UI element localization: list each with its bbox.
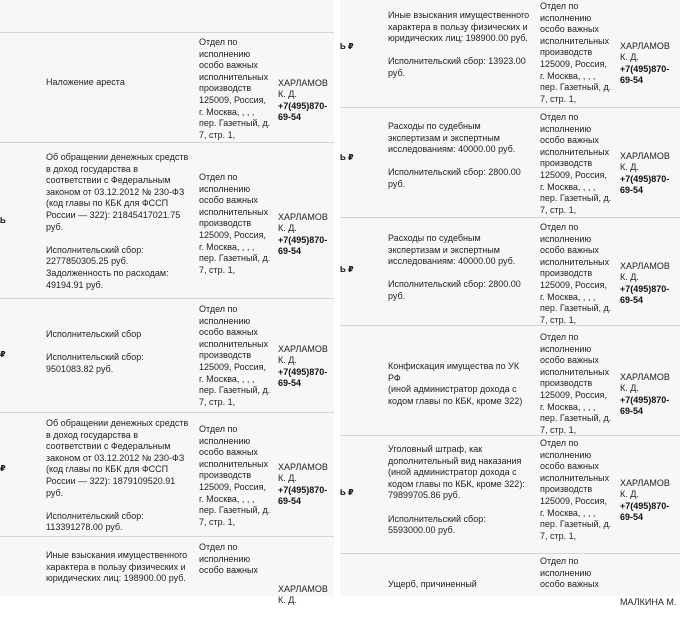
bailiff-department: Отдел по исполнению особо важных: [540, 556, 599, 590]
debt-description: Исполнительский сбор Исполнительский сбор: 9501083.82 руб.: [46, 329, 144, 374]
debt-description: Иные взыскания имущественного характера в пользу физических и юридических лиц: 198900.00 руб. Исполнительский сбор: 13923.00 руб.: [388, 10, 530, 78]
debt-description: Ущерб, причиненный: [388, 579, 477, 589]
table-row: [0, 412, 334, 537]
table-row: [0, 0, 334, 33]
table-row: [0, 536, 334, 606]
bailiff-department: Отдел по исполнению особо важных исполнительных производств 125009, Россия, г. Москва, , , , пер. Газетный, д. 7, стр. 1,: [199, 172, 271, 275]
amount-edge-mark: Ь ₽: [340, 153, 354, 162]
bailiff-contact: [620, 139, 678, 209]
bailiff-contact: [278, 450, 332, 520]
bailiff-department: Отдел по исполнению особо важных исполнительных производств 125009, Россия, г. Москва, , , , пер. Газетный, д. 7, стр. 1,: [540, 112, 612, 215]
table-row: [340, 107, 680, 218]
debt-description: Уголовный штраф, как дополнительный вид наказания (иной администратор дохода с кодом главы по КБК, кроме 322): 79899705.86 руб. Исполнительский сбор: 5593000.00 руб.: [388, 444, 525, 536]
bailiff-department: Отдел по исполнению особо важных исполнительных производств 125009, Россия, г. Москва, , , , пер. Газетный, д. 7, стр. 1,: [540, 1, 612, 104]
amount-edge-mark: Ь ₽: [340, 488, 354, 497]
bailiff-contact: [620, 360, 678, 430]
debt-description: Конфискация имущества по УК РФ (иной администратор дохода с кодом главы по КБК, кроме 322): [388, 361, 523, 406]
table-row: [340, 325, 680, 436]
bailiff-department: Отдел по исполнению особо важных исполнительных производств 125009, Россия, г. Москва, , , , пер. Газетный, д. 7, стр. 1,: [540, 438, 612, 541]
bailiff-name: ХАРЛАМОВ К. Д.: [620, 150, 670, 173]
bailiff-phone[interactable]: +7(495)870- 69-54: [278, 366, 328, 389]
bailiff-contact: [620, 249, 678, 319]
bailiff-name: МАЛКИНА М.: [620, 596, 677, 607]
left-screenshot-panel: [0, 0, 334, 606]
bailiff-name: ХАРЛАМОВ К. Д.: [278, 77, 328, 100]
amount-edge-mark: ₽: [0, 350, 6, 359]
bailiff-phone[interactable]: +7(495)870- 69-54: [278, 100, 328, 123]
right-screenshot-panel: [340, 0, 680, 607]
bailiff-department: Отдел по исполнению особо важных исполнительных производств 125009, Россия, г. Москва, , , , пер. Газетный, д. 7, стр. 1,: [540, 332, 612, 435]
bailiff-department: Отдел по исполнению особо важных исполнительных производств 125009, Россия, г. Москва, , , , пер. Газетный, д. 7, стр. 1,: [540, 222, 612, 325]
amount-edge-mark: Ь: [0, 216, 6, 225]
table-row: [0, 32, 334, 143]
table-row: [340, 217, 680, 326]
bailiff-phone[interactable]: +7(495)870- 69-54: [278, 234, 328, 257]
bailiff-contact: [278, 200, 332, 270]
table-row: [0, 142, 334, 299]
debt-description: Об обращении денежных средств в доход государства в соответствии с Федеральным законом от 03.12.2012 № 230-ФЗ (код главы по КБК для ФССП России — 322): 21845417021.75 руб. Исполнительский сбор: 2277850305.25 руб. Задолженность по расходам: 49194.91 руб.: [46, 152, 189, 290]
table-row: [340, 0, 680, 108]
amount-edge-mark: Ь ₽: [340, 265, 354, 274]
bailiff-contact: [620, 466, 678, 536]
bailiff-contact: [278, 332, 332, 402]
bailiff-contact: [278, 572, 332, 618]
bailiff-name: ХАРЛАМОВ К. Д.: [278, 211, 328, 234]
bailiff-name: ХАРЛАМОВ К. Д.: [620, 371, 670, 394]
bailiff-name: ХАРЛАМОВ К. Д.: [620, 260, 670, 283]
bailiff-department: Отдел по исполнению особо важных исполнительных производств 125009, Россия, г. Москва, , , , пер. Газетный, д. 7, стр. 1,: [199, 37, 271, 140]
bailiff-phone[interactable]: +7(495)870- 69-54: [620, 173, 670, 196]
table-row: [340, 553, 680, 607]
debt-description: Об обращении денежных средств в доход государства в соответствии с Федеральным законом от 03.12.2012 № 230-ФЗ (код главы по КБК для ФССП России — 322): 1879109520.91 руб. Исполнительский сбор: 113391278.00 руб.: [46, 418, 189, 533]
bailiff-name: ХАРЛАМОВ К. Д.: [620, 477, 670, 500]
amount-edge-mark: ₽: [0, 464, 6, 473]
bailiff-name: ХАРЛАМОВ К. Д.: [278, 461, 328, 484]
table-row: [0, 298, 334, 413]
bailiff-contact: [620, 585, 678, 620]
bailiff-phone[interactable]: +7(495)870- 69-54: [620, 500, 670, 523]
table-row: [340, 435, 680, 554]
bailiff-name: ХАРЛАМОВ К. Д.: [278, 343, 328, 366]
bailiff-phone[interactable]: +7(495)870- 69-54: [620, 394, 670, 417]
bailiff-department: Отдел по исполнению особо важных исполнительных производств 125009, Россия, г. Москва, , , , пер. Газетный, д. 7, стр. 1,: [199, 304, 271, 407]
bailiff-name: ХАРЛАМОВ К. Д.: [278, 583, 328, 606]
bailiff-department: Отдел по исполнению особо важных: [199, 542, 258, 576]
bailiff-department: Отдел по исполнению особо важных исполнительных производств 125009, Россия, г. Москва, , , , пер. Газетный, д. 7, стр. 1,: [199, 424, 271, 527]
bailiff-contact: [278, 66, 332, 136]
debt-description: Иные взыскания имущественного характера в пользу физических и юридических лиц: 198900.00 руб.: [46, 550, 188, 584]
amount-edge-mark: Ь ₽: [340, 42, 354, 51]
debt-description: Расходы по судебным экспертизам и экспертным исследованиям: 40000.00 руб. Исполнительский сбор: 2800.00 руб.: [388, 233, 521, 301]
bailiff-phone[interactable]: +7(495)870- 69-54: [620, 63, 670, 86]
debt-description: Наложение ареста: [46, 77, 125, 87]
bailiff-name: ХАРЛАМОВ К. Д.: [620, 40, 670, 63]
bailiff-phone[interactable]: +7(495)870- 69-54: [620, 283, 670, 306]
debt-description: Расходы по судебным экспертизам и экспертным исследованиям: 40000.00 руб. Исполнительский сбор: 2800.00 руб.: [388, 121, 521, 189]
bailiff-phone[interactable]: +7(495)870- 69-54: [278, 484, 328, 507]
bailiff-contact: [620, 29, 678, 99]
